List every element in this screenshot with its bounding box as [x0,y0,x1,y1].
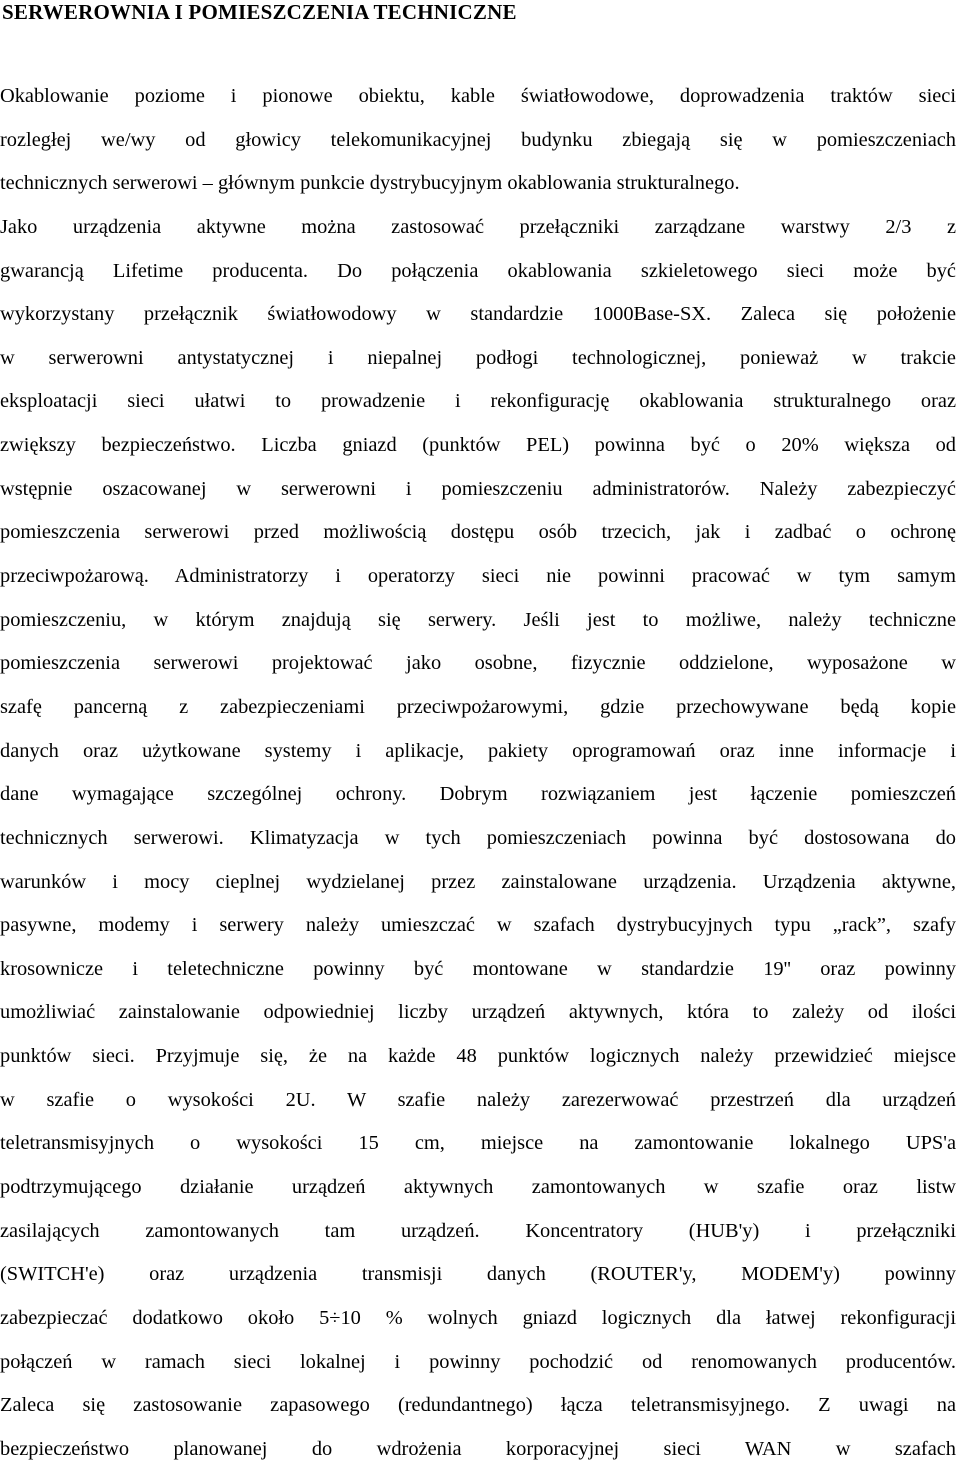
text-line: wykorzystany przełącznik światłowodowy w standardzie 1000Base-SX. Zaleca się położenie [0,303,956,326]
section-heading: SERWEROWNIA I POMIESZCZENIA TECHNICZNE [2,0,517,24]
text-line: punktów sieci. Przyjmuje się, że na każde 48 punktów logicznych należy przewidzieć miejsce [0,1045,956,1068]
text-line: technicznych serwerowi. Klimatyzacja w tych pomieszczeniach powinna być dostosowana do [0,826,956,849]
text-line: w serwerowni antystatycznej i niepalnej podłogi technologicznej, ponieważ w trakcie [0,346,956,369]
body-paragraph [0,75,956,1466]
text-line: krosownicze i teletechniczne powinny być montowane w standardzie 19'' oraz powinny [0,957,956,980]
text-line: bezpieczeństwo planowanej do wdrożenia korporacyjnej sieci WAN w szafach [0,1437,956,1460]
text-line: pomieszczenia serwerowi przed możliwością dostępu osób trzecich, jak i zadbać o ochronę [0,521,956,544]
text-line: w szafie o wysokości 2U. W szafie należy zarezerwować przestrzeń dla urządzeń [0,1088,956,1111]
text-line: rozległej we/wy od głowicy telekomunikacyjnej budynku zbiegają się w pomieszczeniach [0,128,956,151]
text-line: połączeń w ramach sieci lokalnej i powinny pochodzić od renomowanych producentów. [0,1350,956,1373]
text-line: pasywne, modemy i serwery należy umieszczać w szafach dystrybucyjnych typu „rack”, szafy [0,914,956,937]
text-line: warunków i mocy cieplnej wydzielanej przez zainstalowane urządzenia. Urządzenia aktywne, [0,870,956,893]
text-line: dane wymagające szczególnej ochrony. Dobrym rozwiązaniem jest łączenie pomieszczeń [0,783,956,806]
text-line: umożliwiać zainstalowanie odpowiedniej liczby urządzeń aktywnych, która to zależy od ilości [0,1001,956,1024]
text-line: zwiększy bezpieczeństwo. Liczba gniazd (punktów PEL) powinna być o 20% większa od [0,434,956,457]
text-line: podtrzymującego działanie urządzeń aktywnych zamontowanych w szafie oraz listw [0,1176,956,1199]
text-line: przeciwpożarową. Administratorzy i operatorzy sieci nie powinni pracować w tym samym [0,565,956,588]
text-line: pomieszczenia serwerowi projektować jako osobne, fizycznie oddzielone, wyposażone w [0,652,956,675]
text-line: danych oraz użytkowane systemy i aplikacje, pakiety oprogramowań oraz inne informacje i [0,739,956,762]
text-line: eksploatacji sieci ułatwi to prowadzenie i rekonfigurację okablowania strukturalnego oraz [0,390,956,413]
text-line: Zaleca się zastosowanie zapasowego (redundantnego) łącza teletransmisyjnego. Z uwagi na [0,1394,956,1417]
text-line: technicznych serwerowi – głównym punkcie dystrybucyjnym okablowania strukturalnego. [0,172,740,195]
text-line: Okablowanie poziome i pionowe obiektu, kable światłowodowe, doprowadzenia traktów sieci [0,85,956,107]
text-line: Jako urządzenia aktywne można zastosować przełączniki zarządzane warstwy 2/3 z [0,215,956,238]
text-line: zabezpieczać dodatkowo około 5÷10 % wolnych gniazd logicznych dla łatwej rekonfiguracji [0,1306,956,1329]
text-line: (SWITCH'e) oraz urządzenia transmisji danych (ROUTER'y, MODEM'y) powinny [0,1263,956,1286]
text-line: wstępnie oszacowanej w serwerowni i pomieszczeniu administratorów. Należy zabezpieczyć [0,477,956,500]
text-line: gwarancją Lifetime producenta. Do połączenia okablowania szkieletowego sieci może być [0,259,956,282]
text-line: szafę pancerną z zabezpieczeniami przeciwpożarowymi, gdzie przechowywane będą kopie [0,695,956,718]
text-line: teletransmisyjnych o wysokości 15 cm, miejsce na zamontowanie lokalnego UPS'a [0,1132,956,1155]
text-line: pomieszczeniu, w którym znajdują się serwery. Jeśli jest to możliwe, należy techniczne [0,608,956,631]
text-line: zasilających zamontowanych tam urządzeń. Koncentratory (HUB'y) i przełączniki [0,1219,956,1242]
